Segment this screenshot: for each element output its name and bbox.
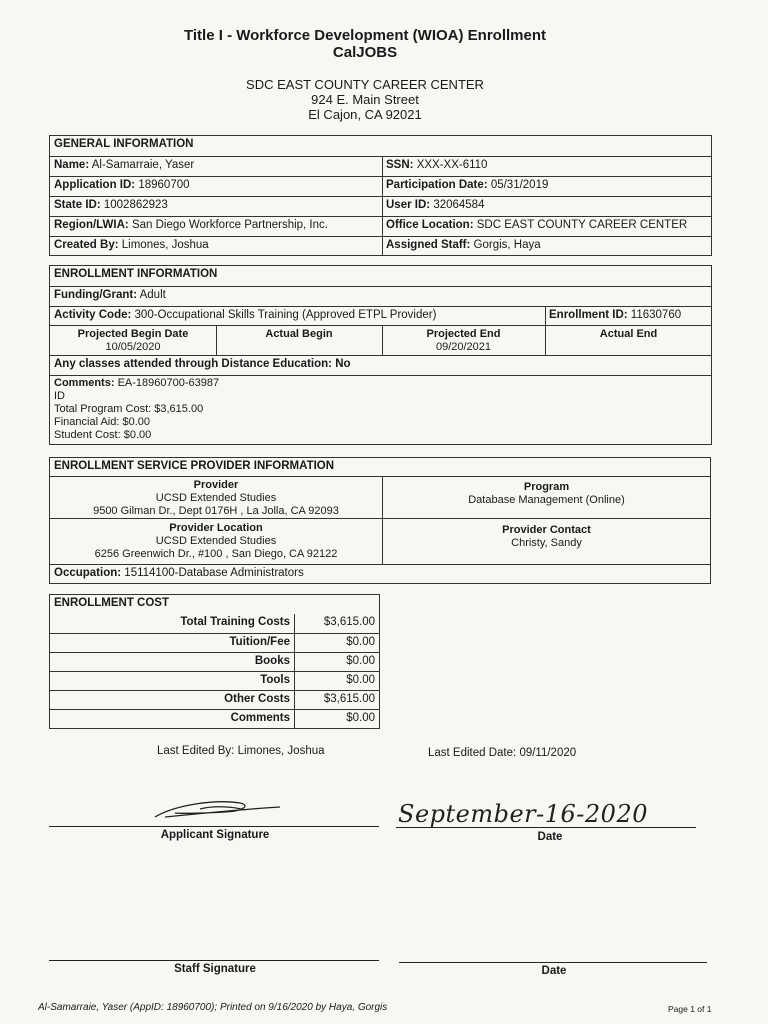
cost-label: Tools bbox=[260, 674, 290, 686]
cost-label: Tuition/Fee bbox=[229, 636, 290, 648]
general-heading: GENERAL INFORMATION bbox=[54, 138, 194, 150]
created-by-field: Created By: Limones, Joshua bbox=[54, 239, 209, 251]
application-id-field: Application ID: 18960700 bbox=[54, 179, 190, 191]
distance-education-field: Any classes attended through Distance Education: No bbox=[54, 358, 351, 370]
cost-heading: ENROLLMENT COST bbox=[54, 597, 169, 609]
projected-begin-field: Projected Begin Date 10/05/2020 bbox=[77, 328, 189, 353]
office-location-field: Office Location: SDC EAST COUNTY CAREER CENTER bbox=[386, 219, 688, 231]
projected-end-field: Projected End 09/20/2021 bbox=[426, 328, 501, 353]
date-signature-line bbox=[396, 827, 696, 828]
name-field: Name: Al-Samarraie, Yaser bbox=[54, 159, 195, 171]
cost-row bbox=[50, 633, 379, 652]
printed-footer: Al-Samarraie, Yaser (AppID: 18960700); Printed on 9/16/2020 by Haya, Gorgis bbox=[38, 1002, 388, 1013]
activity-code-field: Activity Code: 300-Occupational Skills Training (Approved ETPL Provider) bbox=[54, 309, 437, 321]
last-edited-by: Last Edited By: Limones, Joshua bbox=[157, 745, 325, 757]
funding-field: Funding/Grant: Adult bbox=[54, 289, 166, 301]
participation-date-field: Participation Date: 05/31/2019 bbox=[386, 179, 549, 191]
applicant-signature-label: Applicant Signature bbox=[160, 829, 270, 841]
enrollment-heading: ENROLLMENT INFORMATION bbox=[54, 268, 218, 280]
staff-date-line bbox=[399, 962, 707, 963]
center-address-street: 924 E. Main Street bbox=[311, 92, 419, 107]
last-edited-date: Last Edited Date: 09/11/2020 bbox=[428, 747, 577, 759]
date-label: Date bbox=[537, 831, 563, 843]
enrollment-id-field: Enrollment ID: 11630760 bbox=[549, 309, 682, 321]
applicant-signature-scribble bbox=[145, 795, 285, 825]
provider-information-table bbox=[49, 457, 711, 584]
assigned-staff-field: Assigned Staff: Gorgis, Haya bbox=[386, 239, 541, 251]
region-field: Region/LWIA: San Diego Workforce Partnership, Inc. bbox=[54, 219, 328, 231]
actual-begin-field: Actual Begin bbox=[265, 328, 333, 340]
handwritten-date: September-16-2020 bbox=[398, 800, 648, 828]
ssn-field: SSN: XXX-XX-6110 bbox=[386, 159, 488, 171]
enrollment-cost-table bbox=[49, 594, 380, 729]
state-id-field: State ID: 1002862923 bbox=[54, 199, 168, 211]
center-address-city: El Cajon, CA 92021 bbox=[308, 107, 422, 122]
cost-value: $0.00 bbox=[346, 674, 375, 686]
comments-field: Comments: EA-18960700-63987 ID Total Program Cost: $3,615.00 Financial Aid: $0.00 Student Cost: $0.00 bbox=[54, 377, 220, 441]
provider-field: Provider UCSD Extended Studies 9500 Gilman Dr., Dept 0176H , La Jolla, CA 92093 bbox=[93, 479, 339, 517]
applicant-signature-line bbox=[49, 826, 379, 827]
general-information-table bbox=[49, 135, 712, 256]
user-id-field: User ID: 32064584 bbox=[386, 199, 485, 211]
cost-value: $3,615.00 bbox=[323, 616, 375, 628]
enrollment-information-table bbox=[49, 265, 712, 445]
cost-label: Comments bbox=[230, 712, 290, 724]
document-subtitle: CalJOBS bbox=[332, 44, 398, 61]
occupation-field: Occupation: 15114100-Database Administrators bbox=[54, 567, 304, 579]
cost-label: Other Costs bbox=[224, 693, 290, 705]
document-title: Title I - Workforce Development (WIOA) Enrollment bbox=[184, 27, 546, 44]
cost-value: $0.00 bbox=[346, 712, 375, 724]
cost-label: Books bbox=[254, 655, 290, 667]
cost-row bbox=[50, 652, 379, 671]
cost-row bbox=[50, 614, 379, 633]
center-name: SDC EAST COUNTY CAREER CENTER bbox=[246, 77, 484, 92]
staff-signature-label: Staff Signature bbox=[174, 963, 256, 975]
cost-row bbox=[50, 709, 379, 728]
staff-date-label: Date bbox=[541, 965, 567, 977]
provider-contact-field: Provider Contact Christy, Sandy bbox=[502, 524, 591, 549]
page-number: Page 1 of 1 bbox=[668, 1004, 712, 1014]
program-field: Program Database Management (Online) bbox=[468, 481, 625, 506]
cost-label: Total Training Costs bbox=[180, 616, 290, 628]
provider-heading: ENROLLMENT SERVICE PROVIDER INFORMATION bbox=[54, 460, 335, 472]
cost-row bbox=[50, 671, 379, 690]
cost-value: $0.00 bbox=[346, 655, 375, 667]
provider-location-field: Provider Location UCSD Extended Studies 6256 Greenwich Dr., #100 , San Diego, CA 92122 bbox=[94, 522, 338, 560]
actual-end-field: Actual End bbox=[599, 328, 658, 340]
cost-value: $0.00 bbox=[346, 636, 375, 648]
cost-value: $3,615.00 bbox=[323, 693, 375, 705]
staff-signature-line bbox=[49, 960, 379, 961]
cost-row bbox=[50, 690, 379, 709]
